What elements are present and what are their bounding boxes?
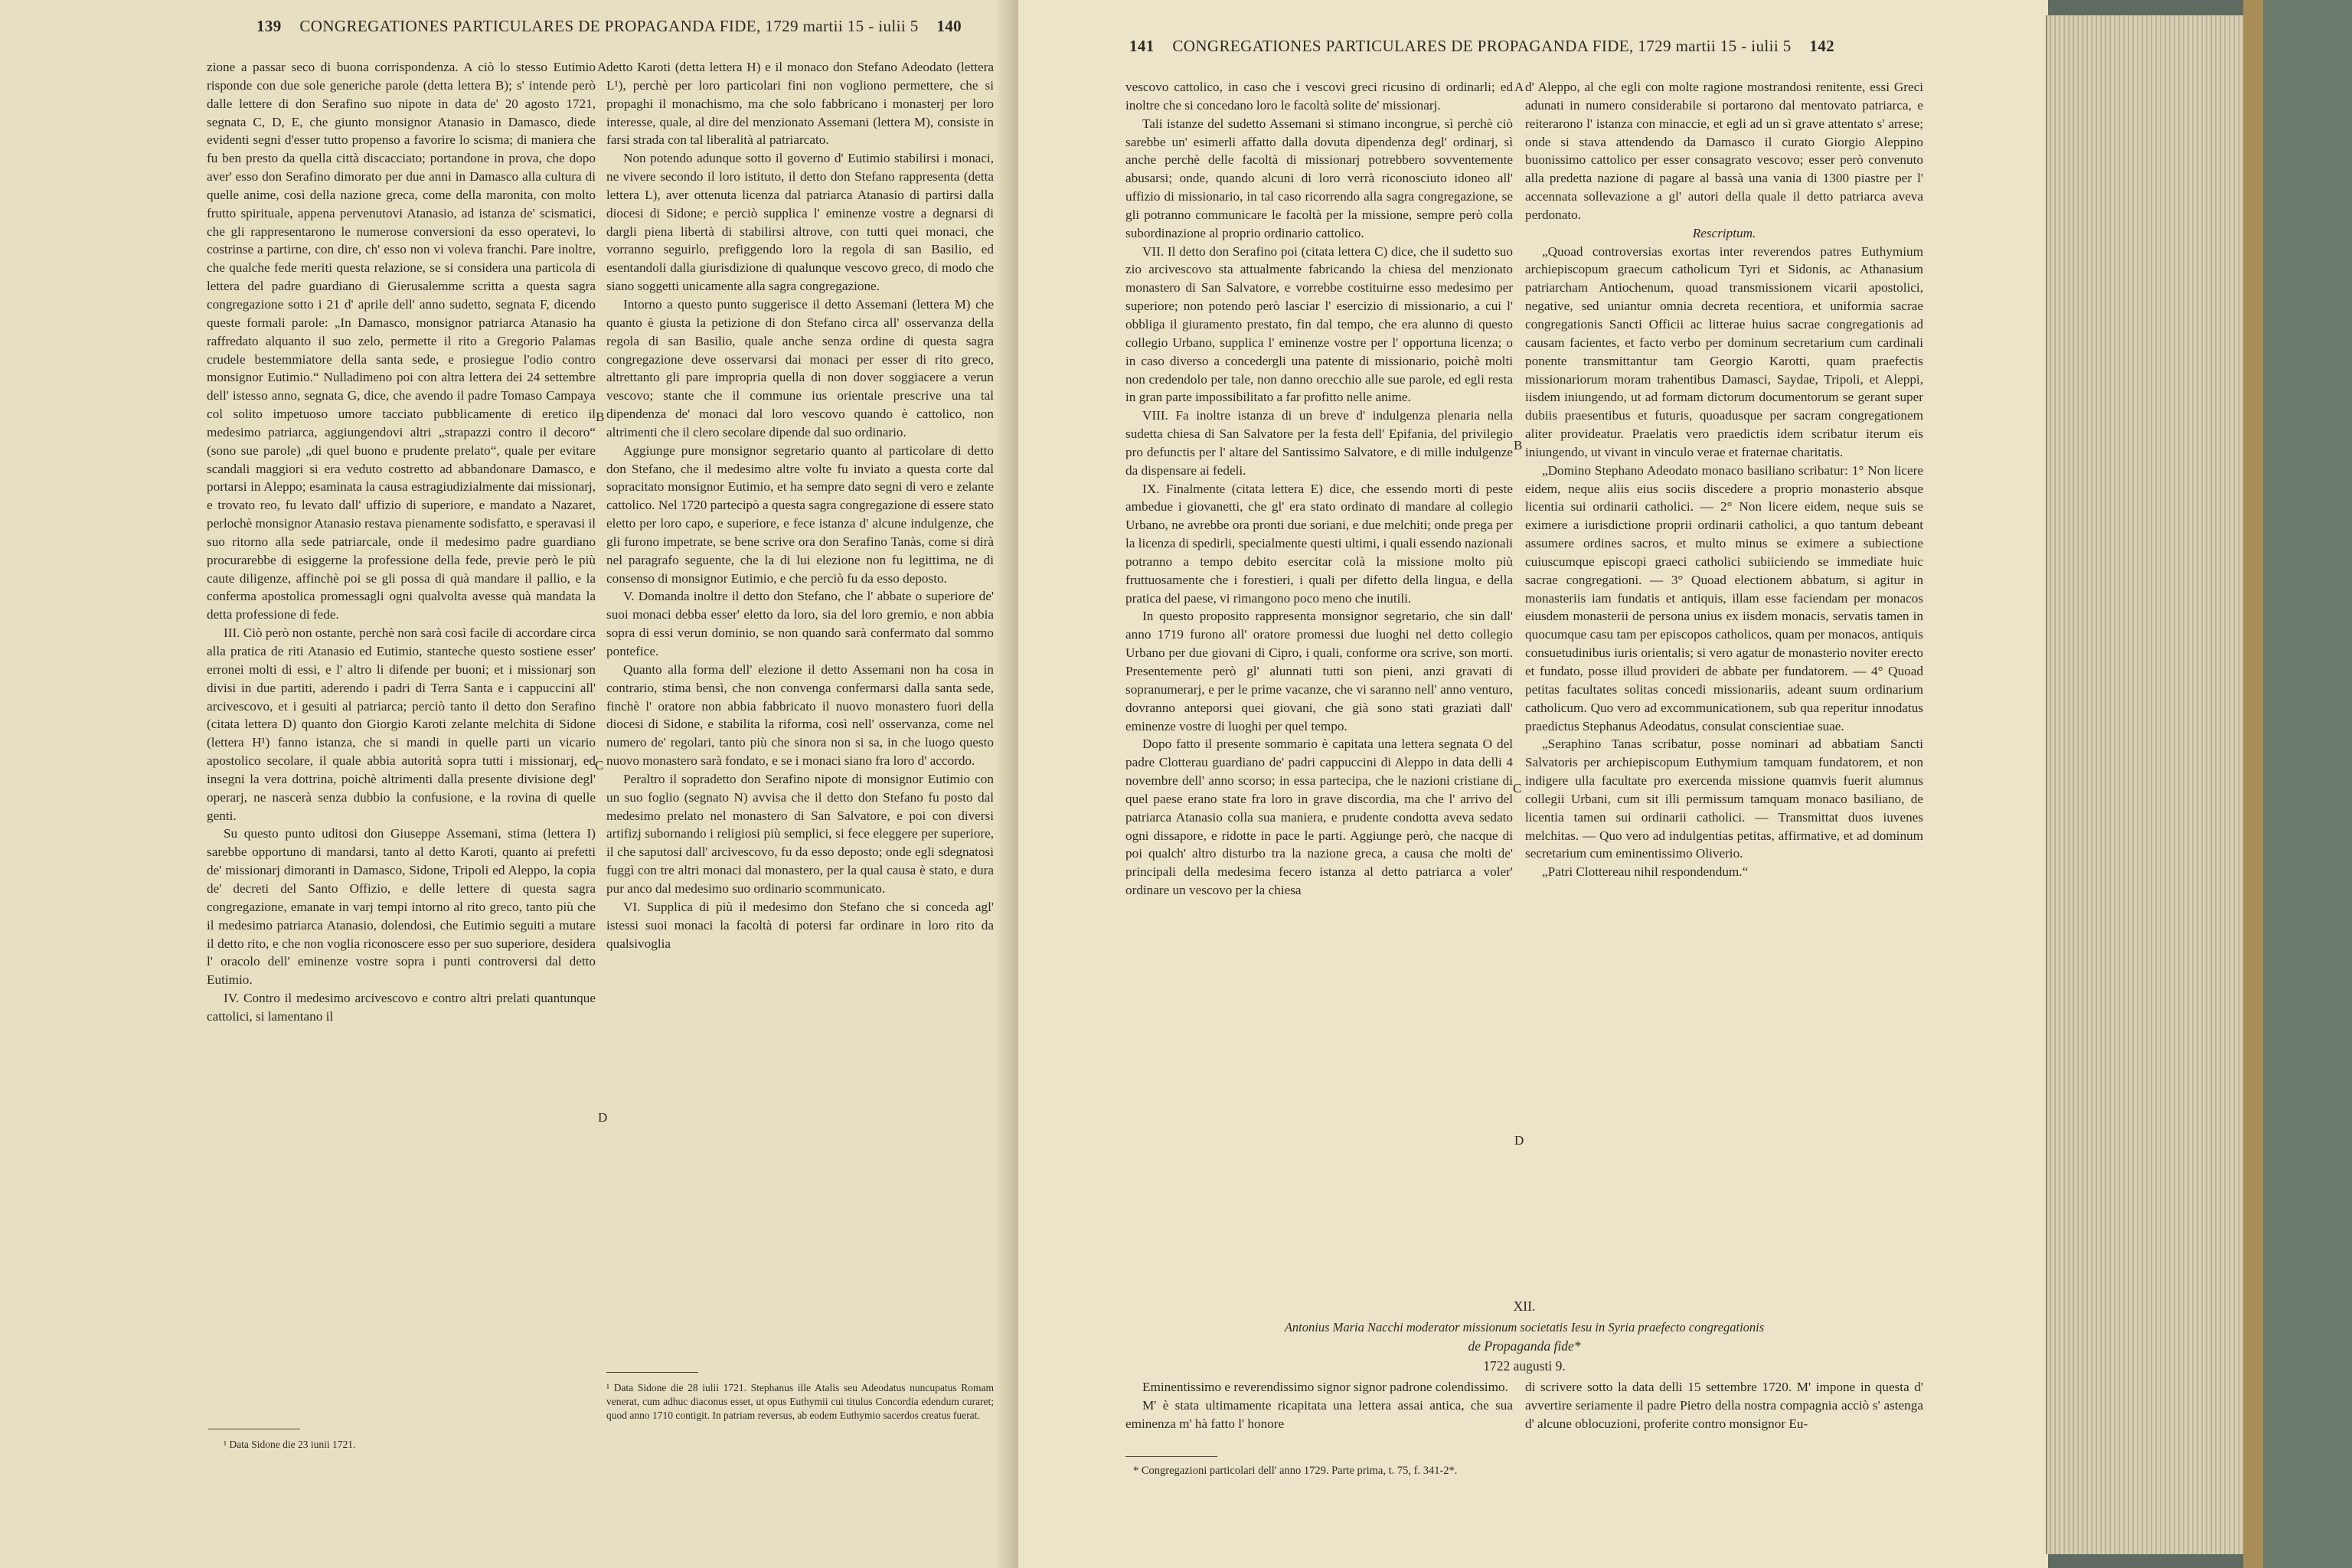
margin-letter-c: C xyxy=(595,758,604,773)
rescriptum-heading: Rescriptum. xyxy=(1692,225,1756,240)
paragraph-iv: IV. Contro il medesimo arcivescovo e contro altri prelati quantunque cattolici, si lamentano il xyxy=(207,991,596,1024)
section-column-2 xyxy=(1525,1378,1923,1433)
margin-letter-b: B xyxy=(596,410,605,424)
left-page xyxy=(0,0,1022,1568)
paragraph: Quanto alla forma dell' elezione il detto Assemani non ha cosa in contrario, stima bensì, che non convenga confermarsi dalla santa sede, finchè l' oratore non abbia fabbricato il nuovo monastero fuori della diocesi di Sidone, e stabilita la riforma, così nell' osservanza, come nel numero de' regolari, tanto più che sinora non si sa, in che luogo questo nuovo monastero sarà fondato, e se i monaci siano fra loro d' accordo. xyxy=(606,662,994,769)
paragraph: vescovo cattolico, in caso che i vescovi greci ricusino di ordinarli; ed inoltre che si concedano loro le facoltà solite de' missionarj. xyxy=(1125,80,1513,113)
paragraph: „Quoad controversias exortas inter reverendos patres Euthymium archiepiscopum graecum catholicum Tyri et Sidonis, ac Athanasium patriarcham Antiochenum, quoad transmissionem vicarii apostolici, negative, sed uniantur omnia decreta recentiora, et uniformia sacrae congregationis Sancti Officii ac litterae huius sacrae congregationis ad causam facientes, et facto verbo per dominum secretarium cum cardinali ponente transmittantur tam Georgio Karotti, quam praefectis missionariorum moram trahentibus Damasci, Saydae, Tripoli, et Aleppi, iisdem iniungendo, ut ad formam dictorum documentorum se gerant super dubiis praesentibus et futuris, quoadusque per sacram congregationem aliter provideatur. Praelatis vero praedictis idem scribatur iterum eis iniungendo, ut vivant in vinculo verae et fraternae charitatis. xyxy=(1525,243,1923,459)
margin-letter-d: D xyxy=(1514,1133,1524,1148)
page-number-139: 139 xyxy=(256,17,282,35)
right-page xyxy=(1018,0,2048,1568)
paragraph: Su questo punto uditosi don Giuseppe Assemani, stima (lettera I) sarebbe opportuno di mandarsi, tanto al detto Karoti, quanto ai prefetti de' missionarj dimoranti in Damasco, Sidone, Tripoli ed Aleppo, la copia de' decreti del Santo Offizio, e delle lettere di questa sagra congregazione, emanate in varj tempi intorno al rito greco, tanto più che il medesimo patriarca Atanasio, dolendosi, che Eutimio seguiti a mutare il detto rito, e che non voglia riconoscere esso per suo superiore, desidera l' oracolo dell' eminenze vostre sopra i punti controversi dal detto Eutimio. xyxy=(207,826,596,988)
paragraph: Peraltro il sopradetto don Serafino nipote di monsignor Eutimio con un suo foglio (segnato N) avvisa che il detto don Stefano fu posto dal medesimo prelato nel monastero di San Salvatore, e poi con diversi artifizj subornando i religiosi più semplici, si fece eleggere per superiore, il che saputosi dall' arcivescovo, fu da esso deposto; onde egli sdegnatosi fuggì con tre altri monaci dal monastero, per la qual causa è stato, e dura pur anco dal medesimo suo ordinario scommunicato. xyxy=(606,771,994,896)
section-title-line-2: de Propaganda fide* xyxy=(1468,1338,1581,1354)
margin-letter-a: A xyxy=(597,60,607,74)
paragraph-vii: VII. Il detto don Serafino poi (citata lettera C) dice, che il sudetto suo zio arcivescovo sta attualmente fabricando la chiesa del menzionato monastero di San Salvatore, e vorrebbe costituirne esso medesimo per superiore; non potendo però lasciar l' esercizio di missionario, a cui l' obbliga il giuramento prestato, fin dal tempo, che era alunno di questo collegio Urbano, supplica l' eminenze vostre per l' opportuna licenza; o in caso diverso a concedergli una patente di missionario, poichè molti non credendolo per tale, non danno orecchio alle sue parole, ed egli resta in gran parte impossibilitato a far profitto nelle anime. xyxy=(1125,243,1513,405)
page-number-142: 142 xyxy=(1809,37,1835,55)
paragraph-ix: IX. Finalmente (citata lettera E) dice, che essendo morti di peste ambedue i giovanetti, che gl' era stato ordinato di mandare al collegio Urbano, ne avrebbe ora pronti due soriani, e due melchiti; onde prega per la licenza di spedirli, specialmente questi ultimi, i quali essendo nazionali potranno a tempo debito esercitar colà la missione molto più fruttuosamente che i forestieri, i quali per difetto della lingua, e della pratica del paese, vi rimangono poco meno che inutili. xyxy=(1125,481,1513,606)
paragraph: „Patri Clottereau nihil respondendum.“ xyxy=(1542,864,1749,880)
paragraph-iii: III. Ciò però non ostante, perchè non sarà così facile di accordare circa alla pratica de riti Atanasio ed Eutimio, stanteche questo sostiene esser' erronei molti di essi, e l' altro li difende per buoni; et i missionarj son divisi in due partiti, aderendo i padri di Terra Santa e i cappuccini all' arcivescovo, et i gesuiti al patriarca; perciò tanto il detto don Serafino (citata lettera D) quanto don Giorgio Karoti zelante melchita di Sidone (lettera H¹) fanno istanza, che si mandi in quelle parti un vicario apostolico secolare, il quale abbia autorità sopra tutti i missionarj, ed insegni la vera dottrina, poichè altrimenti dalla presente divisione degl' operarj, ne nascerà senza dubbio la confusione, e la rovina di quelle genti. xyxy=(207,626,596,823)
paragraph: Tali istanze del sudetto Assemani si stimano incongrue, sì perchè ciò sarebbe un' esimerli affatto dalla dovuta dipendenza degl' ordinarj, sì anche perchè delle facoltà di missionarj potrebbero sovventemente abusarsi; onde, quando alcuni di loro verrà riconosciuto idoneo all' uffizio di missionario, in tal caso ricorrendo alla sagra congregazione, se gli potranno communicare le facoltà per la missione, sempre però colla subordinazione al proprio ordinario cattolico. xyxy=(1125,116,1513,240)
paragraph: Non potendo adunque sotto il governo d' Eutimio stabilirsi i monaci, ne vivere secondo il loro istituto, il detto don Stefano rappresenta (detta lettera L), aver ottenuta licenza dal patriarca Atanasio di partirsi dalla diocesi di Sidone; e perciò supplica l' eminenze vostre a degnarsi di dargli piena libertà di stabilirsi altrove, con tutti quei monaci, che vorranno seguirlo, prefiggendo loro la regola di san Basilio, ed esentandoli dalla giurisdizione di qualunque vescovo greco, di modo che siano soggetti unicamente alla sagra congregazione. xyxy=(606,151,994,294)
paragraph-v: V. Domanda inoltre il detto don Stefano, che l' abbate o superiore de' suoi monaci debba esser' eletto da loro, sia del loro gremio, e non abbia sopra di essi verun dominio, se non quando sarà confermato dal sommo pontefice. xyxy=(606,589,994,658)
paragraph: In questo proposito rappresenta monsignor segretario, che sin dall' anno 1719 furono all' oratore promessi due luoghi nel detto collegio Urbano per due giovani di Cipro, i quali, conforme ora scrive, son morti. Presentemente però gl' alunnati tutti son pieni, anzi gravati di sopranumerarj, e per le prime vacanze, che vi saranno nell' anno venturo, dovranno anteporsi quei giovani, che già sono stati graziati dall' eminenze vostre di luoghi per quel tempo. xyxy=(1125,609,1513,733)
right-page-header xyxy=(1129,37,1834,67)
page-number-141: 141 xyxy=(1129,37,1155,55)
paragraph: detto Karoti (detta lettera H) e il monaco don Stefano Adeodato (lettera L¹), perchè per loro particolari fini non vogliono permettere, che si propaghi il monachismo, ma che solo fabbricano i monasterj per loro interesse, quale, al dire del menzionato Assemani (lettera M), consiste in farsi strada con tal liberalità al patriarcato. xyxy=(606,60,994,148)
margin-letter-d: D xyxy=(598,1110,608,1125)
section-column-1 xyxy=(1125,1378,1513,1433)
paragraph: „Seraphino Tanas scribatur, posse nominari ad abbatiam Sancti Salvatoris per archiepiscopum Euthymium tamquam fundatorem, et non indigere ulla facultate pro exercenda missione quamvis fuerit alumnus collegii Urbani, cum sit illi permissum tamquam monaco basiliano, de licentia tamen sui ordinarii catholici. — Transmittat duos iuvenes melchitas. — Quo vero ad indulgentias petitas, affirmative, et ad dominum secretarium cum eminentissimo Oliverio. xyxy=(1525,737,1923,861)
paragraph-viii: VIII. Fa inoltre istanza di un breve d' indulgenza plenaria nella sudetta chiesa di San Salvatore per la festa dell' Epifania, del privilegio pro defunctis per l' altare del Santissimo Salvatore, e di mille indulgenze da dispensare ai fedeli. xyxy=(1125,408,1513,478)
paragraph: di scrivere sotto la data delli 15 settembre 1720. M' impone in questa d' avvertire seriamente il padre Pietro della nostra compagnia acciò s' astenga d' alcune oblocuzioni, proferite contro monsignor Eu- xyxy=(1525,1380,1923,1431)
paragraph: Aggiunge pure monsignor segretario quanto al particolare di detto don Stefano, che il medesimo altre volte fu inviato a questa corte dal sopracitato monsignor Eutimio, et ha sempre dato segni di vero e zelante cattolico. Nel 1720 partecipò a questa sagra congregazione di essere stato eletto per loro capo, e superiore, e fece istanza d' alcune indulgenze, che gli furono impetrate, se bene scrive ora don Serafino Tanàs, come si dirà nel paragrafo seguente, che la di lui elezione non fu legittima, ne di consenso di monsignor Eutimio, e che perciò fu da esso deposto. xyxy=(606,443,994,586)
footnote-1: ¹ Data Sidone die 23 iunii 1721. xyxy=(224,1439,356,1450)
paragraph: M' è stata ultimamente ricapitata una lettera assai antica, che sua eminenza m' hà fatto l' honore xyxy=(1125,1397,1513,1431)
left-column-2 xyxy=(606,58,994,952)
paragraph: zione a passar seco di buona corrispondenza. A ciò lo stesso Eutimio risponde con due sole generiche parole (detta lettera B); s' intende però dalle lettere di don Serafino suo nipote in data de' 20 agosto 1721, segnata C, D, E, che giunto monsignor Atanasio in Damasco, diede evidenti segni d'esser tutto propenso a favorire lo scisma; di maniera che fu ben presto da quella città discacciato; portandone in prova, che dopo aver' esso don Serafino dimorato per due anni in Damasco alla cultura di quelle anime, così della nazione greca, come della maronita, con molto frutto spirituale, appena pervenutovi Atanasio, ad istanza de' scismatici, che gli rappresentarono le numerose conversioni da esso operatevi, lo costrinse a partirne, con dire, ch' esso non vi voleva franchi. Pare inoltre, che qualche fede meriti questa relazione, se si considera una particola di lettera del padre guardiano di Gierusalemme scritta a questa sagra congregazione sotto i 21 d' aprile dell' anno sudetto, segnata F, dicendo queste formali parole: „In Damasco, monsignor patriarca Atanasio ha raffredato alquanto il suo zelo, permette il rito a Gregorio Palamas crudele bestemmiatore della santa sede, e prosiegue l'odio contro monsignor Eutimio.“ Nulladimeno poi con altra lettera dei 24 settembre dell' istesso anno, segnata G, dice, che avendo il padre Tomaso Campaya col solito impetuoso umore tacciato pubblicamente di eretico il medesimo patriarca, aggiungendovi altri „strapazzi contro il decoro“ (sono sue parole) „di quel buono e prudente prelato“, quale per evitare scandali maggiori si era veduto costretto ad abbandonare Damasco, e portarsi in Aleppo; esaminata la causa estragiudizialmente dai missionarj, e trovato reo, fu levato dall' uffizio di superiore, e mandato a Nazaret, perlochè monsignor Atanasio restava pienamente sodisfatto, e speravasi il suo ritorno alla sede patriarcale, onde il medesimo padre guardiano procurarebbe di esiggerne la professione della fede, previe però le più caute diligenze, affinchè poi se gli possa di quà mandare il pallio, e la conferma apostolica promessagli ogni qualvolta avesse quà mandata la detta professione di fede. xyxy=(207,60,596,622)
right-column-1 xyxy=(1125,78,1513,900)
paragraph-vi: VI. Supplica di più il medesimo don Stefano che si conceda agl' istessi suoi monaci la facoltà di potersi far ordinare in loro rito da qualsivoglia xyxy=(606,899,994,951)
footnote-2: ¹ Data Sidone die 28 iulii 1721. Stephanus ille Atalis seu Adeodatus nuncupatus Romam venerat, cum adhuc diaconus esset, ut opus Euthymii cui titulus Concordia edendum curaret; quod anno 1710 contigit. In patriam reversus, ab eodem Euthymio sacerdos creatus fuerat. xyxy=(606,1382,994,1421)
paragraph: Intorno a questo punto suggerisce il detto Assemani (lettera M) che quanto è giusta la petizione di don Stefano circa all' osservanza della regola di san Basilio, quale anche senza ordine di questa sagra congregazione deve osservarsi dai monaci per esser di rito greco, altrettanto gli pare impropria quella di non dover soggiacere a verun vescovo; stante che il commune ius orientale prescrive una tal dipendenza de' monaci dal loro vescovo quando è cattolico, non altrimenti che il clero secolare dipende dal suo ordinario. xyxy=(606,296,994,439)
paragraph: Dopo fatto il presente sommario è capitata una lettera segnata O del padre Clotterau guardiano de' padri cappuccini di Aleppo in data delli 4 novembre dell' anno scorso; in essa partecipa, che le nazioni cristiane di quel paese erano state fra loro in grave discordia, ma che l' arrivo del patriarca Atanasio colla sua maniera, e prudente condotta aveva sedato ogni dissapore, e ridotte in pace le parti. Aggiunge però, che nacque di poi qualch' altro disturbo tra la nazione greca, a causa che molti de' principali della medesima fecero istanza al detto patriarca a voler' ordinare un vescovo per la chiesa xyxy=(1125,737,1513,898)
salutation: Eminentissimo e reverendissimo signor signor padrone colendissimo. xyxy=(1142,1380,1508,1394)
running-title: CONGREGATIONES PARTICULARES DE PROPAGANDA FIDE, 1729 martii 15 - iulii 5 xyxy=(1172,37,1792,55)
footnote-rule xyxy=(1125,1456,1217,1457)
section-title-line-1: Antonius Maria Nacchi moderator missionum societatis Iesu in Syria praefecto congregationis xyxy=(1284,1320,1765,1334)
footnote: * Congregazioni particolari dell' anno 1729. Parte prima, t. 75, f. 341-2*. xyxy=(1133,1465,1458,1477)
paragraph: d' Aleppo, al che egli con molte ragione mostrandosi renitente, essi Greci adunati in numero considerabile si portarono dal mentovato patriarca, e reiterarono l' istanza con minaccie, et egli ad un sì grave attentato s' arrese; onde si stava attendendo da Damasco il curato Giorgio Aleppino buonissimo cattolico per esser consagrato vescovo; esser però convenuto alla predetta nazione di pagare al bassà una vania di 1300 piastre per l' accennata sollevazione a gl' autori della quale il detto patriarca aveva perdonato. xyxy=(1525,80,1923,222)
right-column-2 xyxy=(1525,78,1923,881)
left-page-header xyxy=(256,17,962,47)
section-number: XII. xyxy=(1513,1298,1536,1314)
margin-letter-a: A xyxy=(1514,80,1524,94)
section-date: 1722 augusti 9. xyxy=(1483,1358,1566,1374)
footnote-rule xyxy=(606,1372,698,1373)
book-cover xyxy=(2243,0,2263,1568)
page-number-140: 140 xyxy=(936,17,962,35)
margin-letter-c: C xyxy=(1513,781,1522,795)
margin-letter-b: B xyxy=(1514,438,1523,452)
left-column-1 xyxy=(207,58,596,1026)
running-title: CONGREGATIONES PARTICULARES DE PROPAGANDA FIDE, 1729 martii 15 - iulii 5 xyxy=(299,17,919,35)
paragraph: „Domino Stephano Adeodato monaco basiliano scribatur: 1° Non licere eidem, neque aliis eius sociis discedere a proprio monasterio absque licentia sui ordinarii catholici. — 2° Non licere eidem, neque suis se eximere a iurisdictione proprii ordinarii catholici, a quo tantum debeant assumere ordines sacros, et multo minus se eximere a subiectione cuiuscumque episcopi graeci catholici subiiciendo se immediate huic sacrae congregationi. — 3° Quoad electionem abbatum, si agitur in monasteriis iam fundatis et antiquis, illam esse faciendam per monacos eiusdem monasterii de persona unius ex iisdem monacis, servatis tamen in quocumque casu tam per episcopos catholicos, quam per monacos, antiquis consuetudinibus iuris orientalis; si vero agatur de monasterio noviter erecto et fundato, posse illud provideri de abbate per fundatorem. — 4° Quoad petitas facultates solitas concedi missionariis, adeant suum ordinarium catholicum. Quo vero ad excommunicationem, sub qua reperitur innodatus praedictus Stephanus Adeodatus, consulat conscientiae suae. xyxy=(1525,462,1923,733)
page-edges xyxy=(2046,15,2245,1554)
